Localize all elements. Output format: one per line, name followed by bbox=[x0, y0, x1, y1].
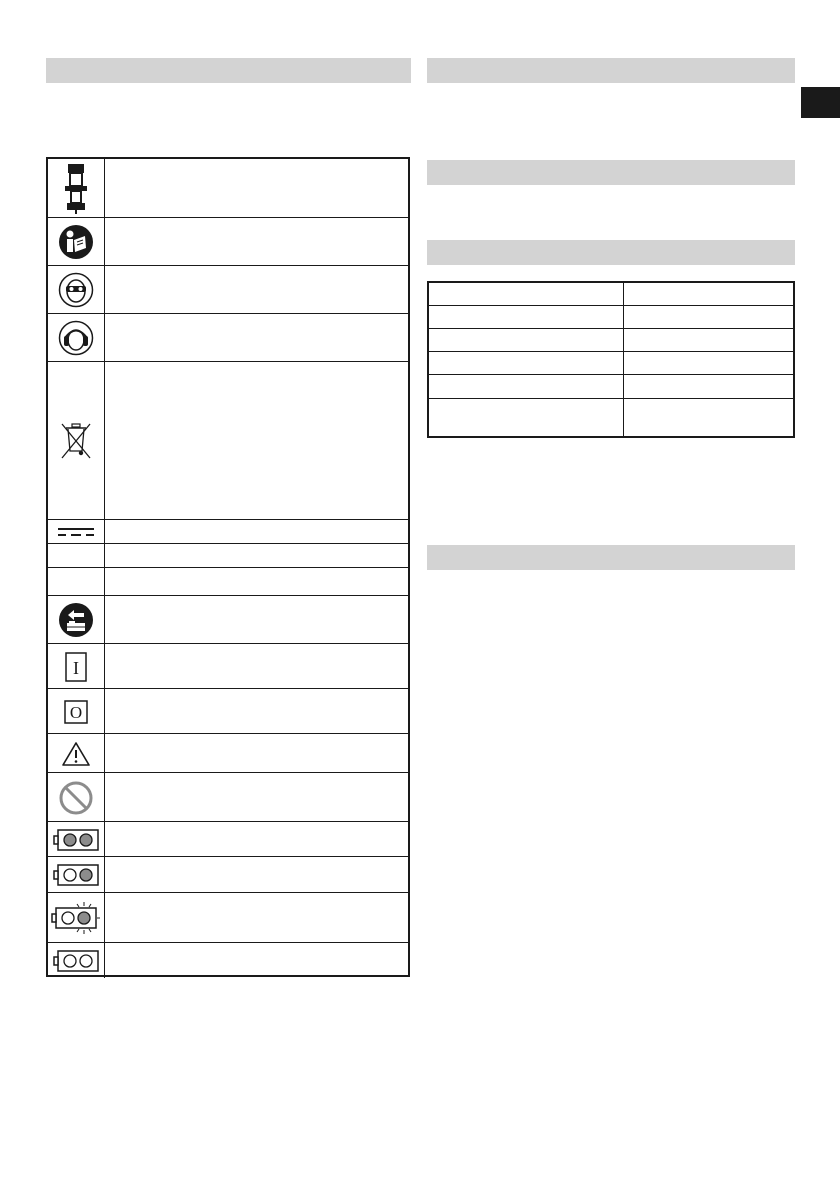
symbol-row bbox=[48, 821, 408, 857]
section-header-right-3 bbox=[427, 240, 795, 265]
symbol-row bbox=[48, 519, 408, 544]
remove-battery-icon bbox=[48, 596, 105, 644]
prohibited-icon bbox=[48, 773, 105, 822]
symbol-row bbox=[48, 942, 408, 978]
symbol-row bbox=[48, 217, 408, 266]
spec-row bbox=[429, 351, 793, 375]
symbol-row bbox=[48, 643, 408, 689]
section-header-left bbox=[46, 58, 411, 83]
symbol-row bbox=[48, 733, 408, 773]
symbol-row bbox=[48, 892, 408, 943]
symbol-row bbox=[48, 361, 408, 520]
symbol-row bbox=[48, 772, 408, 822]
symbol-cell-empty bbox=[48, 568, 105, 596]
eye-protection-icon bbox=[48, 266, 105, 314]
spec-row bbox=[429, 305, 793, 329]
section-header-right-1 bbox=[427, 58, 795, 83]
symbol-row bbox=[48, 856, 408, 893]
spec-row bbox=[429, 374, 793, 399]
spec-row bbox=[429, 283, 793, 305]
section-header-right-2 bbox=[427, 160, 795, 185]
specifications-table bbox=[427, 281, 795, 438]
warning-icon bbox=[48, 734, 105, 773]
ear-protection-icon bbox=[48, 314, 105, 362]
symbol-row bbox=[48, 595, 408, 644]
switch-off-label: O bbox=[69, 702, 83, 722]
symbol-row bbox=[48, 159, 408, 217]
section-header-right-4 bbox=[427, 545, 795, 570]
symbols-table bbox=[46, 157, 410, 977]
symbol-row bbox=[48, 567, 408, 596]
battery-blinking-icon bbox=[48, 893, 105, 943]
symbol-row bbox=[48, 265, 408, 314]
spec-row bbox=[429, 328, 793, 352]
direct-current-icon bbox=[48, 520, 105, 544]
spec-row bbox=[429, 398, 793, 437]
switch-on-icon bbox=[48, 644, 105, 689]
tool-icon bbox=[48, 159, 105, 217]
switch-off-icon bbox=[48, 689, 105, 734]
symbol-cell-empty bbox=[48, 544, 105, 568]
battery-half-icon bbox=[48, 857, 105, 893]
read-manual-icon bbox=[48, 218, 105, 266]
symbol-row bbox=[48, 313, 408, 362]
battery-full-icon bbox=[48, 822, 105, 857]
battery-empty-icon bbox=[48, 943, 105, 978]
switch-on-label: I bbox=[73, 657, 79, 678]
language-tab bbox=[801, 87, 840, 118]
crossed-out-bin-icon bbox=[48, 362, 105, 520]
symbol-row bbox=[48, 688, 408, 734]
symbol-row bbox=[48, 543, 408, 568]
